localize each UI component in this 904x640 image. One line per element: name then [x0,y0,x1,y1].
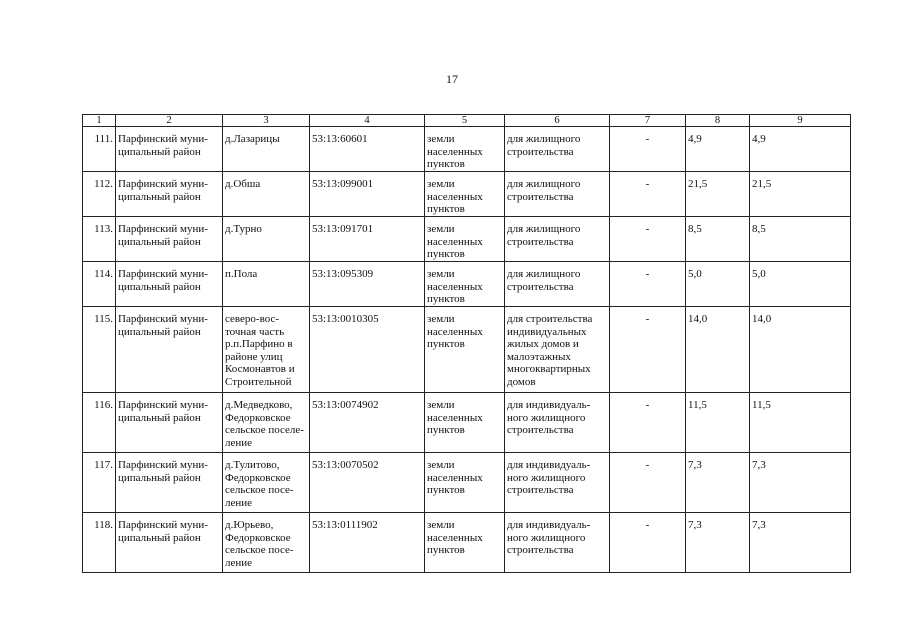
cell-line: земли [427,133,455,145]
cell-line: для жилищного [507,268,581,280]
table-row [83,307,851,393]
table-row [83,393,851,453]
cell-line: Строительной [225,375,292,388]
cell-line: пунктов [427,338,465,350]
cadastral-number-cell: 53:13:095309 [310,262,425,307]
land-category-cell [425,172,505,217]
land-category-cell [425,307,505,393]
row-number-cell: 113. [83,217,116,262]
district-cell [116,127,223,172]
column-8-cell: 14,0 [686,307,750,393]
land-category-cell [425,453,505,513]
cell-line: населенных [427,145,483,158]
cell-line: ного жилищного [507,411,586,424]
column-8-cell: 7,3 [686,453,750,513]
cell-line: пунктов [427,544,465,556]
cell-line: ципальный район [118,235,201,248]
cell-line: малоэтажных [507,350,571,363]
cell-line: пунктов [427,203,465,215]
column-7-cell: - [610,307,686,393]
cell-line: населенных [427,531,483,544]
cell-line: для жилищного [507,133,581,145]
cell-line: индивидуальных [507,325,587,338]
location-cell [223,172,310,217]
cell-line: д.Медведково, [225,399,293,411]
cell-line: Парфинский муни- [118,519,208,531]
cell-line: Парфинский муни- [118,133,208,145]
cell-line: ципальный район [118,471,201,484]
column-header: 4 [310,115,425,127]
column-9-cell: 7,3 [750,453,851,513]
land-category-cell [425,217,505,262]
cell-line: пунктов [427,424,465,436]
cell-line: населенных [427,190,483,203]
cell-line: ление [225,556,253,569]
location-cell [223,127,310,172]
cell-line: Федорковское [225,411,291,424]
cell-line: ление [225,436,253,449]
row-number-cell: 117. [83,453,116,513]
cell-line: д.Тулитово, [225,459,280,471]
column-7-cell: - [610,453,686,513]
land-category-cell [425,127,505,172]
table-body [83,127,851,573]
cell-line: д.Обша [225,178,261,190]
column-8-cell: 11,5 [686,393,750,453]
district-cell [116,393,223,453]
cell-line: ципальный район [118,190,201,203]
cell-line: ление [225,496,253,509]
cell-line: земли [427,399,455,411]
cell-line: земли [427,313,455,325]
cell-line: д.Юрьево, [225,519,274,531]
table-row [83,513,851,573]
cell-line: для жилищного [507,223,581,235]
column-7-cell: - [610,172,686,217]
cell-line: для индивидуаль- [507,519,591,531]
location-cell [223,393,310,453]
cadastral-number-cell: 53:13:099001 [310,172,425,217]
cell-line: населенных [427,471,483,484]
district-cell [116,513,223,573]
column-7-cell: - [610,127,686,172]
column-8-cell: 7,3 [686,513,750,573]
cell-line: сельское поселе- [225,424,304,436]
cell-line: сельское посе- [225,484,294,496]
column-header: 5 [425,115,505,127]
cell-line: Парфинский муни- [118,459,208,471]
cell-line: Космонавтов и [225,363,295,375]
cadastral-number-cell: 53:13:091701 [310,217,425,262]
cell-line: для индивидуаль- [507,459,591,471]
row-number-cell: 111. [83,127,116,172]
cell-line: населенных [427,411,483,424]
row-number-cell: 115. [83,307,116,393]
permitted-use-cell [505,513,610,573]
cell-line: ципальный район [118,145,201,158]
cell-line: Парфинский муни- [118,223,208,235]
column-header: 2 [116,115,223,127]
cell-line: точная часть [225,325,285,338]
row-number-cell: 116. [83,393,116,453]
cell-line: строительства [507,235,574,248]
location-cell [223,453,310,513]
column-7-cell: - [610,262,686,307]
column-9-cell: 14,0 [750,307,851,393]
cell-line: земли [427,459,455,471]
cadastral-number-cell: 53:13:0010305 [310,307,425,393]
cell-line: ципальный район [118,411,201,424]
cell-line: для строительства [507,313,593,325]
column-9-cell: 21,5 [750,172,851,217]
cell-line: земли [427,178,455,190]
permitted-use-cell [505,262,610,307]
district-cell [116,262,223,307]
column-header: 3 [223,115,310,127]
cell-line: строительства [507,280,574,293]
column-9-cell: 5,0 [750,262,851,307]
row-number-cell: 114. [83,262,116,307]
column-header: 9 [750,115,851,127]
cell-line: Федорковское [225,471,291,484]
column-9-cell: 8,5 [750,217,851,262]
location-cell [223,262,310,307]
cell-line: ного жилищного [507,471,586,484]
cell-line: пунктов [427,158,465,170]
cell-line: ципальный район [118,280,201,293]
cell-line: строительства [507,145,574,158]
cell-line: земли [427,223,455,235]
column-header: 1 [83,115,116,127]
row-number-cell: 112. [83,172,116,217]
cell-line: ципальный район [118,531,201,544]
land-plots-table [82,114,851,573]
permitted-use-cell [505,217,610,262]
permitted-use-cell [505,172,610,217]
table-row [83,172,851,217]
permitted-use-cell [505,393,610,453]
column-header: 7 [610,115,686,127]
district-cell [116,307,223,393]
cadastral-number-cell: 53:13:0111902 [310,513,425,573]
column-9-cell: 11,5 [750,393,851,453]
cell-line: многоквартирных [507,363,591,375]
column-9-cell: 7,3 [750,513,851,573]
cell-line: д.Турно [225,223,262,235]
district-cell [116,172,223,217]
cell-line: для индивидуаль- [507,399,591,411]
table-row [83,127,851,172]
cell-line: Парфинский муни- [118,399,208,411]
cell-line: земли [427,268,455,280]
cell-line: жилых домов и [507,338,579,350]
cell-line: п.Пола [225,268,258,280]
column-header: 8 [686,115,750,127]
land-category-cell [425,513,505,573]
cell-line: Парфинский муни- [118,268,208,280]
row-number-cell: 118. [83,513,116,573]
cell-line: домов [507,375,536,388]
column-8-cell: 8,5 [686,217,750,262]
cell-line: д.Лазарицы [225,133,280,145]
column-8-cell: 5,0 [686,262,750,307]
cadastral-number-cell: 53:13:0070502 [310,453,425,513]
cell-line: ципальный район [118,325,201,338]
cell-line: Парфинский муни- [118,313,208,325]
cell-line: населенных [427,325,483,338]
column-7-cell: - [610,217,686,262]
column-8-cell: 21,5 [686,172,750,217]
cell-line: строительства [507,544,574,556]
land-category-cell [425,262,505,307]
cell-line: строительства [507,484,574,496]
cell-line: земли [427,519,455,531]
permitted-use-cell [505,453,610,513]
cell-line: строительства [507,190,574,203]
district-cell [116,453,223,513]
column-8-cell: 4,9 [686,127,750,172]
cell-line: р.п.Парфино в [225,338,293,350]
location-cell [223,307,310,393]
cell-line: ного жилищного [507,531,586,544]
cadastral-number-cell: 53:13:0074902 [310,393,425,453]
cell-line: пунктов [427,484,465,496]
cell-line: населенных [427,280,483,293]
table-row [83,217,851,262]
cell-line: пунктов [427,248,465,260]
column-9-cell: 4,9 [750,127,851,172]
cell-line: для жилищного [507,178,581,190]
table-row [83,262,851,307]
permitted-use-cell [505,307,610,393]
column-7-cell: - [610,393,686,453]
district-cell [116,217,223,262]
cell-line: строительства [507,424,574,436]
cell-line: сельское посе- [225,544,294,556]
land-category-cell [425,393,505,453]
cadastral-number-cell: 53:13:60601 [310,127,425,172]
cell-line: Парфинский муни- [118,178,208,190]
permitted-use-cell [505,127,610,172]
cell-line: северо-вос- [225,313,280,325]
cell-line: Федорковское [225,531,291,544]
page-number: 17 [446,72,458,86]
table-header-row [83,115,851,127]
location-cell [223,217,310,262]
column-7-cell: - [610,513,686,573]
cell-line: районе улиц [225,350,283,363]
column-header: 6 [505,115,610,127]
table-row [83,453,851,513]
cell-line: пунктов [427,293,465,305]
cell-line: населенных [427,235,483,248]
location-cell [223,513,310,573]
